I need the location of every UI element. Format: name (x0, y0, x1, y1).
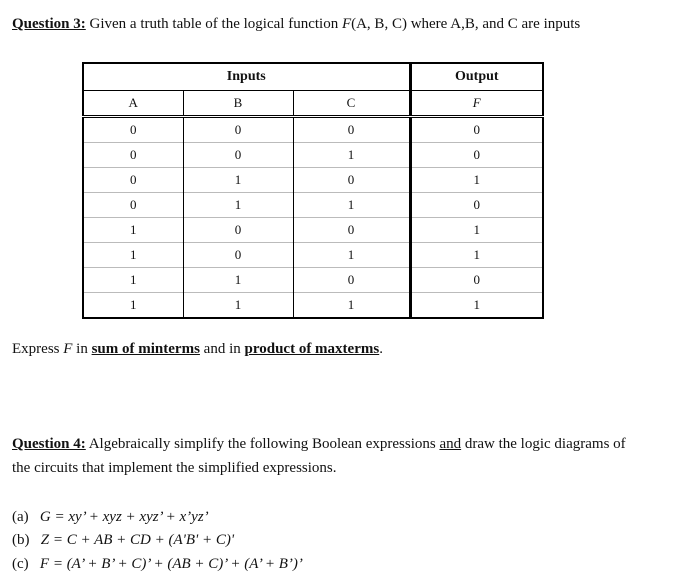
express-pre: Express (12, 341, 64, 357)
column-header-f: F (410, 91, 543, 117)
question-4-and: and (439, 436, 462, 452)
truth-table (82, 62, 544, 319)
cell-c: 0 (293, 218, 410, 243)
express-term-maxterms: product of maxterms (244, 341, 380, 357)
cell-b: 1 (183, 193, 293, 218)
question-4-body-1: Algebraically simplify the following Boolean expressions (85, 436, 440, 452)
express-var: F (63, 341, 73, 357)
cell-b: 0 (183, 218, 293, 243)
column-header-b: B (183, 91, 293, 117)
cell-f: 1 (410, 218, 543, 243)
express-post: . (379, 341, 383, 357)
cell-c: 0 (293, 268, 410, 293)
part-b (12, 532, 234, 549)
cell-a: 1 (83, 218, 183, 243)
part-a (12, 509, 209, 526)
question-4-text (12, 436, 626, 453)
cell-b: 0 (183, 117, 293, 143)
part-b-label: (b) (12, 532, 30, 548)
table-row (83, 143, 543, 168)
inputs-group-label: Inputs (83, 63, 410, 91)
cell-a: 1 (83, 243, 183, 268)
cell-f: 0 (410, 143, 543, 168)
cell-f: 1 (410, 243, 543, 268)
cell-a: 1 (83, 293, 183, 319)
cell-f: 0 (410, 193, 543, 218)
column-header-a: A (83, 91, 183, 117)
part-c-label: (c) (12, 556, 29, 572)
cell-a: 0 (83, 117, 183, 143)
cell-c: 1 (293, 143, 410, 168)
cell-b: 1 (183, 168, 293, 193)
cell-a: 1 (83, 268, 183, 293)
express-mid1: in (72, 341, 92, 357)
column-header-c: C (293, 91, 410, 117)
cell-b: 0 (183, 143, 293, 168)
question-3-label: Question 3: (12, 16, 86, 32)
table-row (83, 168, 543, 193)
part-c-expression: F = (A’ + B’ + C)’ + (AB + C)’ + (A’ + B’)’ (39, 556, 303, 572)
cell-c: 1 (293, 193, 410, 218)
cell-f: 1 (410, 168, 543, 193)
express-instruction (12, 341, 383, 358)
cell-b: 1 (183, 293, 293, 319)
express-mid2: and in (199, 341, 245, 357)
cell-f: 1 (410, 293, 543, 319)
cell-b: 0 (183, 243, 293, 268)
question-4-body-2: draw the logic diagrams of (461, 436, 626, 452)
cell-c: 0 (293, 168, 410, 193)
question-3-function: F (341, 16, 352, 32)
cell-c: 1 (293, 293, 410, 319)
part-a-label: (a) (12, 509, 29, 525)
table-row (83, 293, 543, 319)
table-row (83, 268, 543, 293)
table-column-header (83, 91, 543, 117)
cell-a: 0 (83, 193, 183, 218)
table-row (83, 117, 543, 143)
part-c (12, 556, 303, 573)
table-row (83, 193, 543, 218)
cell-a: 0 (83, 143, 183, 168)
cell-f: 0 (410, 117, 543, 143)
cell-f: 0 (410, 268, 543, 293)
table-row (83, 218, 543, 243)
cell-b: 1 (183, 268, 293, 293)
cell-c: 0 (293, 117, 410, 143)
question-4-line-2: the circuits that implement the simplified expressions. (12, 460, 337, 476)
question-4-label: Question 4: (12, 436, 86, 452)
question-3-body: Given a truth table of the logical function (89, 16, 342, 32)
question-3-text (12, 16, 580, 33)
table-row (83, 243, 543, 268)
output-group-label: Output (410, 63, 543, 91)
cell-a: 0 (83, 168, 183, 193)
express-term-minterms: sum of minterms (91, 341, 200, 357)
question-3-args: (A, B, C) where A,B, and C are inputs (351, 16, 581, 32)
cell-c: 1 (293, 243, 410, 268)
part-b-expression: Z = C + AB + CD + (A'B' + C)' (40, 532, 235, 548)
part-a-expression: G = xy’ + xyz + xyz’ + x’yz’ (39, 509, 209, 525)
table-group-header (83, 63, 543, 91)
